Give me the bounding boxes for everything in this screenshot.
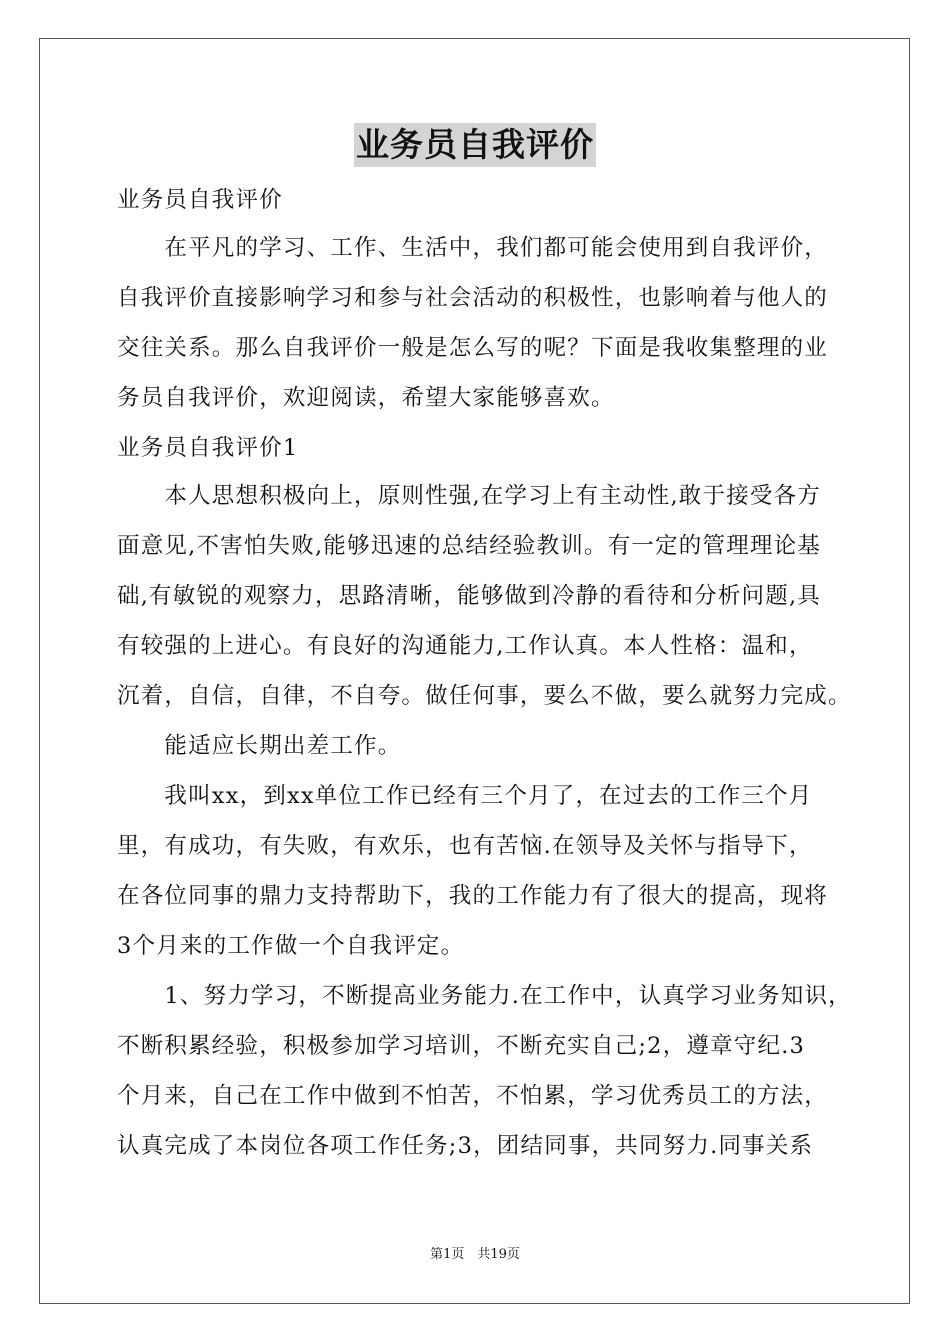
title-container (0, 123, 950, 167)
text-line: 个月来，自己在工作中做到不怕苦，不怕累，学习优秀员工的方法， (117, 1083, 829, 1109)
document-title: 业务员自我评价 (354, 123, 596, 167)
text-line: 3个月来的工作做一个自我评定。 (117, 933, 465, 959)
text-line: 务员自我评价，欢迎阅读，希望大家能够喜欢。 (117, 385, 615, 411)
section-heading: 业务员自我评价1 (117, 435, 299, 461)
text-line: 里，有成功，有失败，有欢乐，也有苦恼.在领导及关怀与指导下， (117, 833, 813, 859)
text-line: 能适应长期出差工作。 (117, 733, 402, 759)
text-line: 交往关系。那么自我评价一般是怎么写的呢？下面是我收集整理的业 (117, 335, 829, 361)
text-line: 有较强的上进心。有良好的沟通能力,工作认真。本人性格：温和， (117, 633, 813, 659)
text-line: 在各位同事的鼎力支持帮助下，我的工作能力有了很大的提高，现将 (117, 883, 829, 909)
page-border (39, 38, 910, 1304)
text-line: 础,有敏锐的观察力，思路清晰，能够做到冷静的看待和分析问题,具 (117, 583, 822, 609)
text-line: 1、努力学习，不断提高业务能力.在工作中，认真学习业务知识， (117, 983, 852, 1009)
text-line: 面意见,不害怕失败,能够迅速的总结经验教训。有一定的管理理论基 (117, 533, 822, 559)
text-line: 沉着，自信，自律，不自夸。做任何事，要么不做，要么就努力完成。 (117, 683, 852, 709)
text-line: 我叫xx，到xx单位工作已经有三个月了，在过去的工作三个月 (117, 783, 813, 809)
page-footer: 第1页 共19页 (430, 1247, 520, 1262)
text-line: 在平凡的学习、工作、生活中，我们都可能会使用到自我评价， (117, 235, 829, 261)
subtitle-line: 业务员自我评价 (117, 187, 283, 213)
text-line: 自我评价直接影响学习和参与社会活动的积极性，也影响着与他人的 (117, 285, 829, 311)
text-line: 本人思想积极向上，原则性强,在学习上有主动性,敢于接受各方 (117, 483, 822, 509)
text-line: 认真完成了本岗位各项工作任务;3，团结同事，共同努力.同事关系 (117, 1133, 814, 1159)
text-line: 不断积累经验，积极参加学习培训，不断充实自己;2，遵章守纪.3 (117, 1033, 806, 1059)
